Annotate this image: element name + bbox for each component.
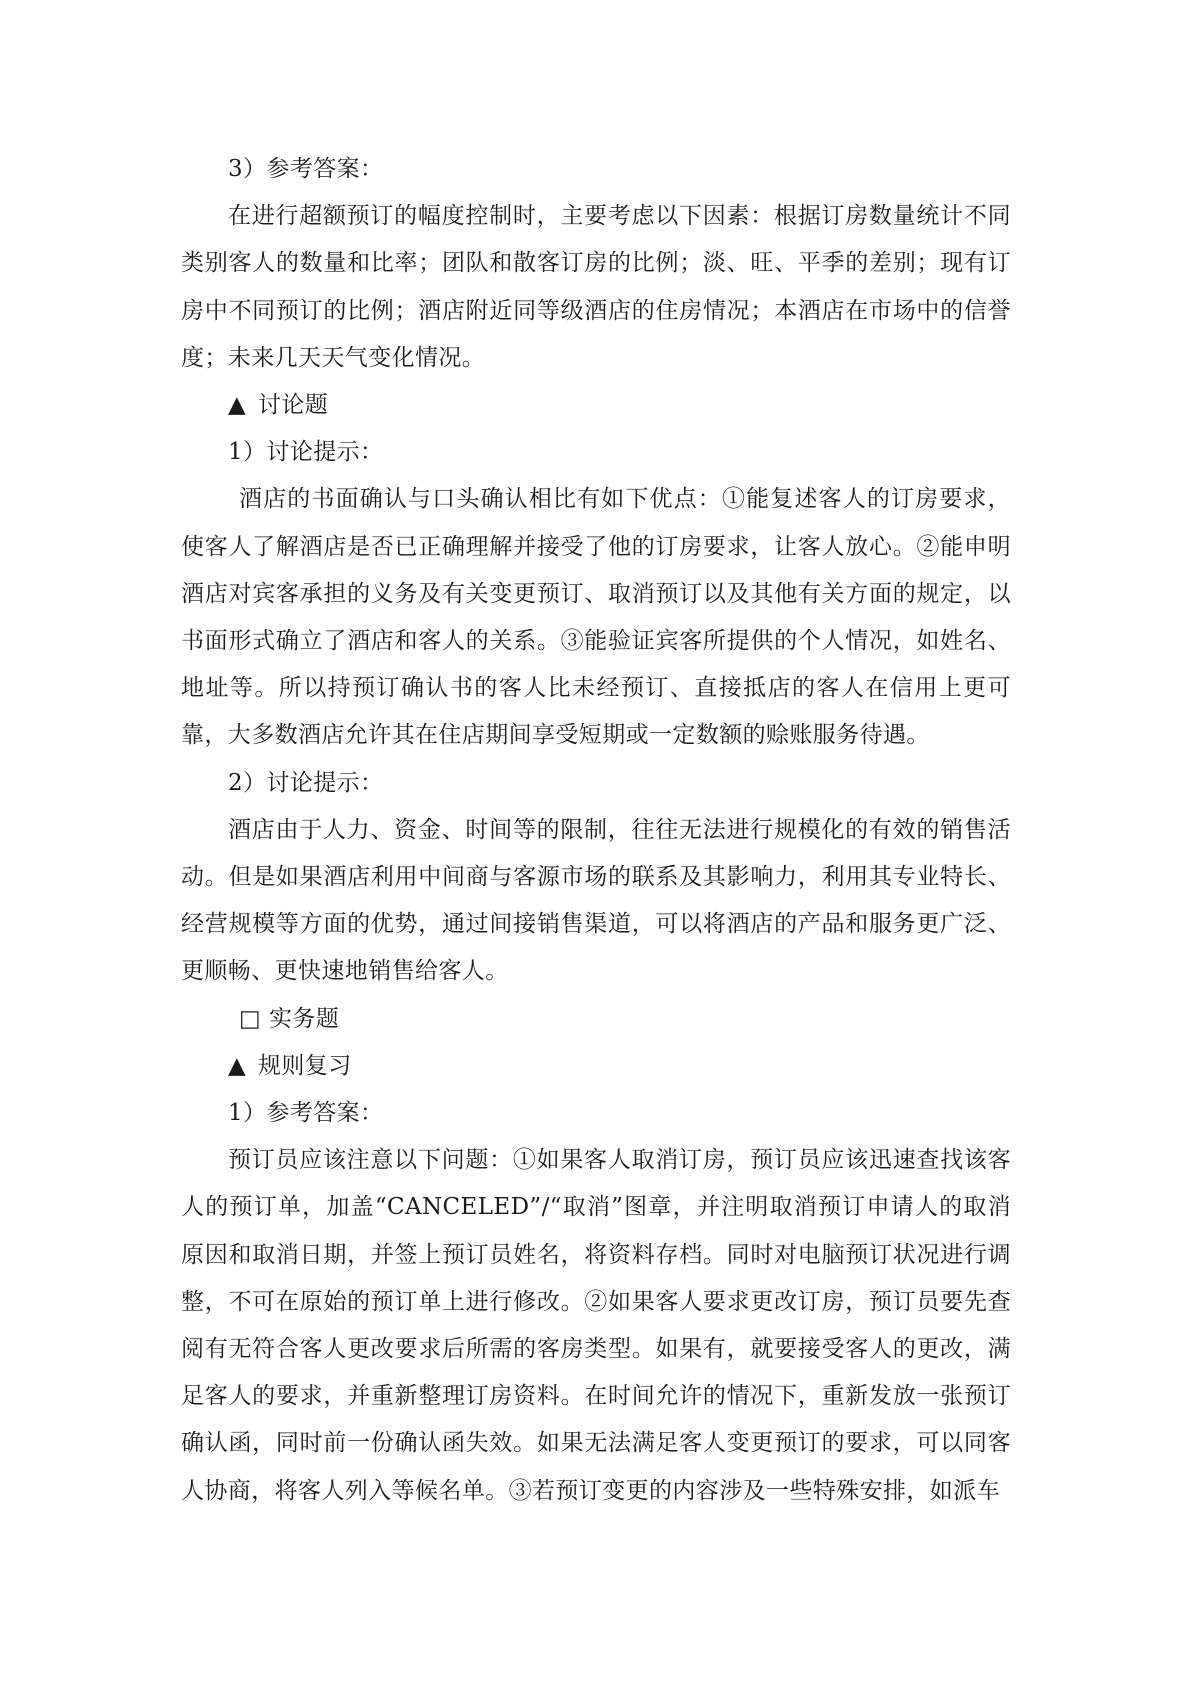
rules-review-heading: ▲ 规则复习 — [181, 1043, 1011, 1090]
answer-heading-1: 1）参考答案： — [228, 1100, 384, 1127]
practice-section-heading: □ 实务题 — [181, 996, 1011, 1043]
reservation-change-paragraph: 预订员应该注意以下问题：①如果客人取消订房，预订员应该迅速查找该客人的预订单，加盖“CANCELED”/“取消”图章，并注明取消预订申请人的取消原因和取消日期，并签上预订员姓名，将资料存档。同时对电脑预订状况进行调整，不可在原始的预订单上进行修改。②如果客人要求更改订房，预订员要先查阅有无符合客人更改要求后所需的客房类型。如果有，就要接受客人的更改，满足客人的要求，并重新整理订房资料。在时间允许的情况下，重新发放一张预订确认函，同时前一份确认函失效。如果无法满足客人变更预订的要求，可以同客人协商，将客人列入等候名单。③若预订变更的内容涉及一些特殊安排，如派车 — [181, 1147, 1011, 1504]
triangle-marker-icon: ▲ — [228, 392, 247, 419]
discussion-hint-heading-1: 1）讨论提示： — [228, 439, 384, 466]
document-body — [181, 146, 1011, 1515]
overbooking-answer-paragraph: 在进行超额预订的幅度控制时，主要考虑以下因素：根据订房数量统计不同类别客人的数量和比率；团队和散客订房的比例；淡、旺、平季的差别；现有订房中不同预订的比例；酒店附近同等级酒店的住房情况；本酒店在市场中的信誉度；未来几天天气变化情况。 — [181, 203, 1011, 371]
triangle-marker-icon: ▲ — [228, 1052, 247, 1079]
square-marker-icon: □ — [239, 1005, 262, 1032]
answer-heading-3: 3）参考答案： — [228, 156, 384, 182]
written-confirmation-paragraph: 酒店的书面确认与口头确认相比有如下优点：①能复述客人的订房要求，使客人了解酒店是否已正确理解并接受了他的订房要求，让客人放心。②能申明酒店对宾客承担的义务及有关变更预订、取消预订以及其他有关方面的规定，以书面形式确立了酒店和客人的关系。③能验证宾客所提供的个人情况，如姓名、地址等。所以持预订确认书的客人比未经预订、直接抵店的客人在信用上更可靠，大多数酒店允许其在住店期间享受短期或一定数额的赊账服务待遇。 — [181, 486, 1011, 749]
discussion-hint-heading-2: 2）讨论提示： — [228, 769, 384, 796]
intermediary-sales-paragraph: 酒店由于人力、资金、时间等的限制，往往无法进行规模化的有效的销售活动。但是如果酒店利用中间商与客源市场的联系及其影响力，利用其专业特长、经营规模等方面的优势，通过间接销售渠道，可以将酒店的产品和服务更广泛、更顺畅、更快速地销售给客人。 — [181, 816, 1011, 985]
discussion-section-heading: ▲ 讨论题 — [181, 382, 1011, 429]
